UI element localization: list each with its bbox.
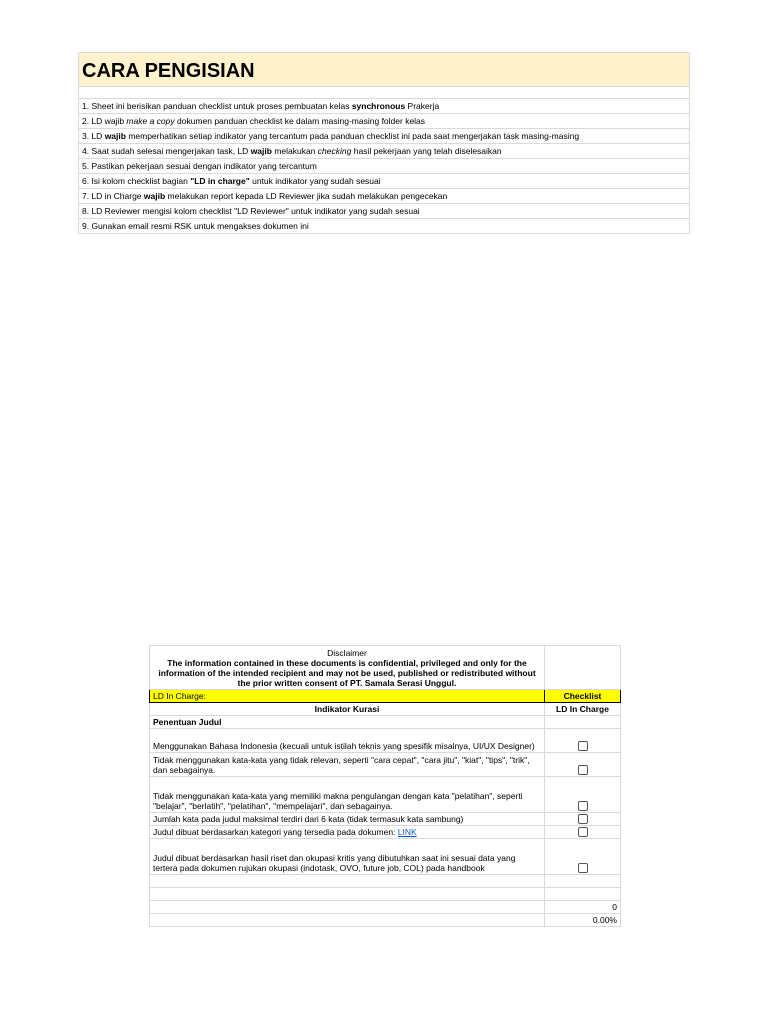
text-run: 1. Sheet ini berisikan panduan checklist untuk proses pembuatan kelas [82, 101, 352, 111]
table-row [150, 777, 621, 813]
instruction-item [79, 99, 690, 114]
category-doc-link[interactable]: LINK [397, 827, 417, 837]
indicator-text [150, 826, 545, 839]
blank-cell [150, 901, 545, 914]
instruction-item [79, 114, 690, 129]
indicator-text: Judul dibuat berdasarkan hasil riset dan okupasi kritis yang dibutuhkan saat ini sesuai data yang tertera pada dokumen rujukan okupasi (indotask, OVO, future job, COL) pada handbook [150, 839, 545, 875]
instruction-item [79, 144, 690, 159]
disclaimer-cell [150, 646, 545, 690]
text-run: melakukan report kepada LD Reviewer jika sudah melakukan pengecekan [165, 191, 448, 201]
checkbox[interactable] [578, 741, 588, 751]
total-percent: 0.00% [545, 914, 621, 927]
text-run: 5. Pastikan pekerjaan sesuai dengan indikator yang tercantum [82, 161, 317, 171]
text-run: 8. LD Reviewer mengisi kolom checklist "LD Reviewer" untuk indikator yang sudah sesuai [82, 206, 420, 216]
instruction-item [79, 219, 690, 234]
instructions-sheet [78, 52, 690, 234]
checkbox[interactable] [578, 765, 588, 775]
blank-cell [545, 646, 621, 690]
section-title: Penentuan Judul [150, 716, 545, 729]
indicator-text-prefix: Judul dibuat berdasarkan kategori yang tersedia pada dokumen: [153, 827, 398, 837]
instructions-title: CARA PENGISIAN [79, 53, 690, 87]
checkbox[interactable] [578, 863, 588, 873]
blank-cell [545, 875, 621, 888]
indicator-text: Menggunakan Bahasa Indonesia (kecuali untuk istilah teknis yang spesifik misalnya, UI/UX Designer) [150, 729, 545, 753]
indicator-text: Jumlah kata pada judul maksimal terdiri dari 6 kata (tidak termasuk kata sambung) [150, 813, 545, 826]
instruction-item [79, 189, 690, 204]
text-run: Prakerja [405, 101, 440, 111]
checkbox[interactable] [578, 827, 588, 837]
indicator-text: Tidak menggunakan kata-kata yang memiliki makna pengulangan dengan kata "pelatihan", seperti "belajar", "berlatih", "pelatihan", "mempelajari", dan sebagainya. [150, 777, 545, 813]
text-run: wajib [143, 191, 166, 201]
disclaimer-text: The information contained in these documents is confidential, privileged and only for the information of the intended recipient and may not be used, published or redistributed without the prior written consent of PT. Samala Serasi Unggul. [158, 658, 536, 688]
text-run: "LD in charge" [190, 176, 250, 186]
text-run: wajib [104, 131, 126, 141]
text-run: melakukan [271, 146, 318, 156]
blank-row [79, 87, 690, 99]
checkbox[interactable] [578, 801, 588, 811]
instruction-item [79, 204, 690, 219]
text-run: make a copy [126, 116, 175, 126]
checkbox-cell[interactable] [545, 839, 621, 875]
blank-cell [150, 875, 545, 888]
total-count: 0 [545, 901, 621, 914]
indicator-header: Indikator Kurasi [150, 703, 545, 716]
instruction-item [79, 159, 690, 174]
table-row [150, 813, 621, 826]
instruction-item [79, 129, 690, 144]
blank-cell [150, 914, 545, 927]
disclaimer-title: Disclaimer [327, 648, 367, 658]
text-run: hasil pekerjaan yang telah diselesaikan [351, 146, 502, 156]
indicator-text: Tidak menggunakan kata-kata yang tidak relevan, seperti "cara cepat", "cara jitu", "kiat", "tips", "trik", dan sebagainya. [150, 753, 545, 777]
blank-cell [545, 888, 621, 901]
blank-cell [545, 716, 621, 729]
checkbox-cell[interactable] [545, 753, 621, 777]
text-run: 4. Saat sudah selesai mengerjakan task, LD [82, 146, 251, 156]
checklist-sheet [149, 645, 621, 927]
text-run: 2. LD wajib [82, 116, 127, 126]
text-run: memperhatikan setiap indikator yang tercantum pada panduan checklist ini pada saat mengerjakan task masing-masing [125, 131, 580, 141]
table-row [150, 729, 621, 753]
text-run: dokumen panduan checklist ke dalam masing-masing folder kelas [174, 116, 426, 126]
table-row [150, 753, 621, 777]
text-run: untuk indikator yang sudah sesuai [249, 176, 381, 186]
text-run: checking [317, 146, 352, 156]
blank-cell [150, 888, 545, 901]
text-run: synchronous [351, 101, 406, 111]
text-run: wajib [250, 146, 272, 156]
ld-in-charge-label[interactable]: LD In Charge: [150, 690, 545, 703]
table-row [150, 826, 621, 839]
text-run: 6. Isi kolom checklist bagian [82, 176, 191, 186]
checkbox-cell[interactable] [545, 777, 621, 813]
checkbox-cell[interactable] [545, 729, 621, 753]
text-run: 9. Gunakan email resmi RSK untuk mengakses dokumen ini [82, 221, 309, 231]
checkbox-cell[interactable] [545, 826, 621, 839]
ld-in-charge-column-header: LD In Charge [545, 703, 621, 716]
text-run: 7. LD in Charge [82, 191, 144, 201]
instruction-item [79, 174, 690, 189]
checklist-header: Checklist [545, 690, 621, 703]
table-row [150, 839, 621, 875]
checkbox[interactable] [578, 814, 588, 824]
text-run: 3. LD [82, 131, 105, 141]
checkbox-cell[interactable] [545, 813, 621, 826]
